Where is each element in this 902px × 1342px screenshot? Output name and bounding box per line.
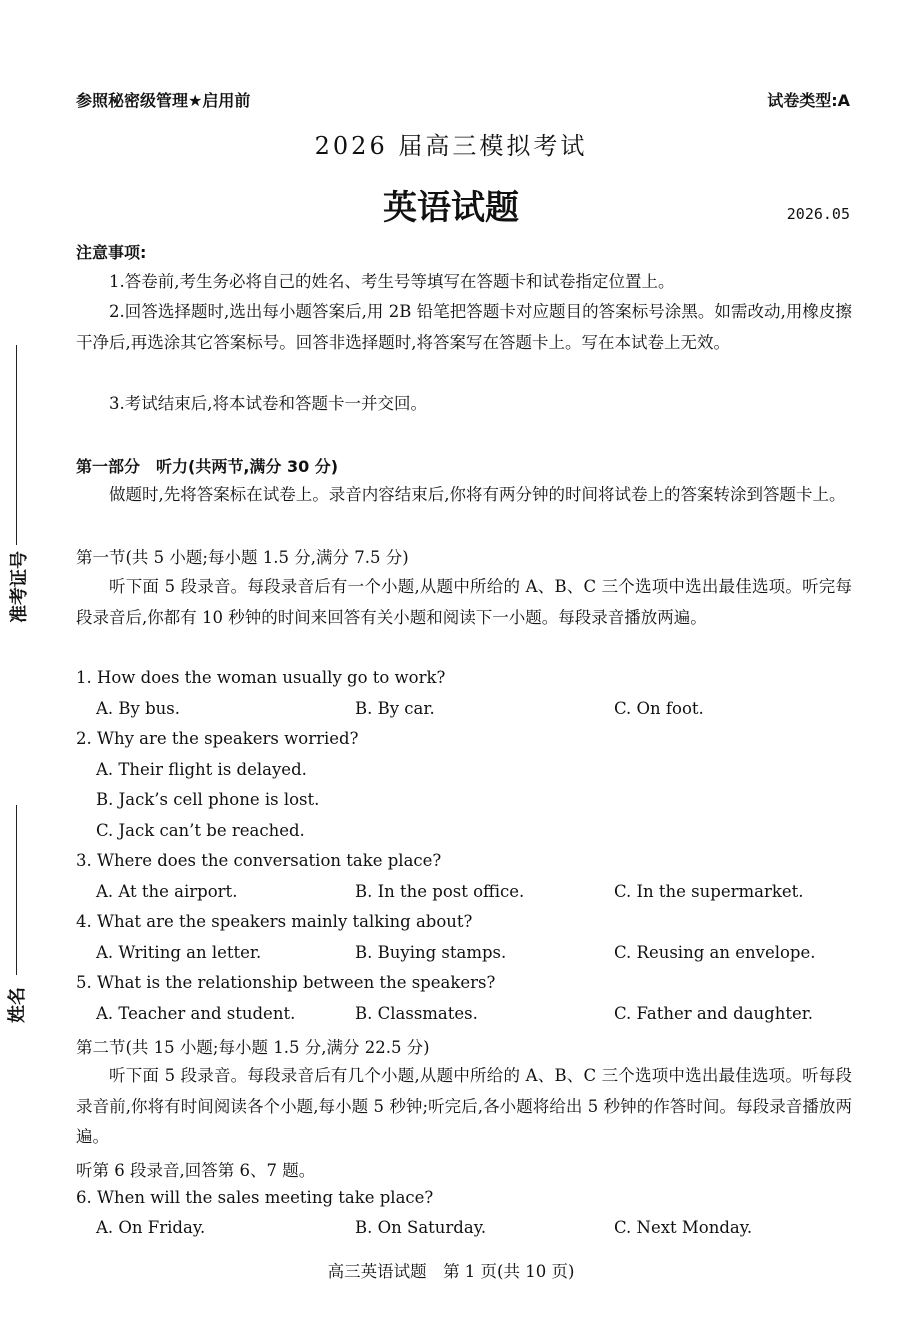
confidentiality-label: 参照秘密级管理★启用前 (76, 91, 251, 110)
q2-option-c: C. Jack can’t be reached. (96, 821, 305, 840)
q3-option-b: B. In the post office. (355, 882, 525, 901)
question-3: 3. Where does the conversation take place? (76, 851, 442, 870)
page-footer: 高三英语试题 第 1 页(共 10 页) (327, 1262, 575, 1281)
q5-option-a: A. Teacher and student. (96, 1004, 296, 1023)
exam-title: 2026 届高三模拟考试 (314, 132, 588, 160)
q1-option-a: A. By bus. (96, 699, 180, 718)
name-write-line (16, 805, 17, 975)
paper-type-label: 试卷类型:A (767, 91, 850, 110)
section2-heading: 第二节(共 15 小题;每小题 1.5 分,满分 22.5 分) (76, 1038, 430, 1057)
q2-option-b: B. Jack’s cell phone is lost. (96, 790, 320, 809)
notice-item-1: 1.答卷前,考生务必将自己的姓名、考生号等填写在答题卡和试卷指定位置上。 (109, 272, 675, 291)
q1-option-b: B. By car. (355, 699, 435, 718)
q3-option-c: C. In the supermarket. (614, 882, 804, 901)
q6-option-a: A. On Friday. (96, 1218, 206, 1237)
notice-item-3: 3.考试结束后,将本试卷和答题卡一并交回。 (109, 394, 427, 413)
section2-intro: 听下面 5 段录音。每段录音后有几个小题,从题中所给的 A、B、C 三个选项中选出最佳选项。听每段录音前,你将有时间阅读各个小题,每小题 5 秒钟;听完后,各小题将给出 5 秒钟的作答时间。每段录音播放两遍。 (76, 1066, 852, 1146)
q6-option-c: C. Next Monday. (614, 1218, 753, 1237)
section1-intro: 听下面 5 段录音。每段录音后有一个小题,从题中所给的 A、B、C 三个选项中选出最佳选项。听完每段录音后,你都有 10 秒钟的时间来回答有关小题和阅读下一小题。每段录音播放两遍。 (76, 577, 852, 627)
part1-intro: 做题时,先将答案标在试卷上。录音内容结束后,你将有两分钟的时间将试卷上的答案转涂到答题卡上。 (109, 485, 846, 504)
question-1: 1. How does the woman usually go to work? (76, 668, 446, 687)
question-2: 2. Why are the speakers worried? (76, 729, 359, 748)
exam-date: 2026.05 (786, 205, 850, 223)
q3-option-a: A. At the airport. (96, 882, 238, 901)
listen-6-instruction: 听第 6 段录音,回答第 6、7 题。 (76, 1161, 316, 1180)
section1-heading: 第一节(共 5 小题;每小题 1.5 分,满分 7.5 分) (76, 548, 409, 567)
q2-option-a: A. Their flight is delayed. (96, 760, 307, 779)
notice-item-2: 2.回答选择题时,选出每小题答案后,用 2B 铅笔把答题卡对应题目的答案标号涂黑。如需改动,用橡皮擦干净后,再选涂其它答案标号。回答非选择题时,将答案写在答题卡上。写在本试卷上无效。 (76, 302, 852, 352)
exam-number-label: 准考证号 (9, 551, 30, 623)
part1-heading: 第一部分 听力(共两节,满分 30 分) (76, 457, 339, 476)
q4-option-c: C. Reusing an envelope. (614, 943, 816, 962)
notice-heading: 注意事项: (76, 243, 147, 262)
q5-option-b: B. Classmates. (355, 1004, 478, 1023)
q4-option-a: A. Writing an letter. (96, 943, 262, 962)
q5-option-c: C. Father and daughter. (614, 1004, 814, 1023)
question-5: 5. What is the relationship between the speakers? (76, 973, 496, 992)
exam-number-write-line (16, 345, 17, 545)
q1-option-c: C. On foot. (614, 699, 704, 718)
subject-title: 英语试题 (383, 188, 519, 228)
question-6: 6. When will the sales meeting take place? (76, 1188, 434, 1207)
q4-option-b: B. Buying stamps. (355, 943, 507, 962)
q6-option-b: B. On Saturday. (355, 1218, 487, 1237)
question-4: 4. What are the speakers mainly talking about? (76, 912, 473, 931)
name-label: 姓名 (7, 987, 28, 1023)
